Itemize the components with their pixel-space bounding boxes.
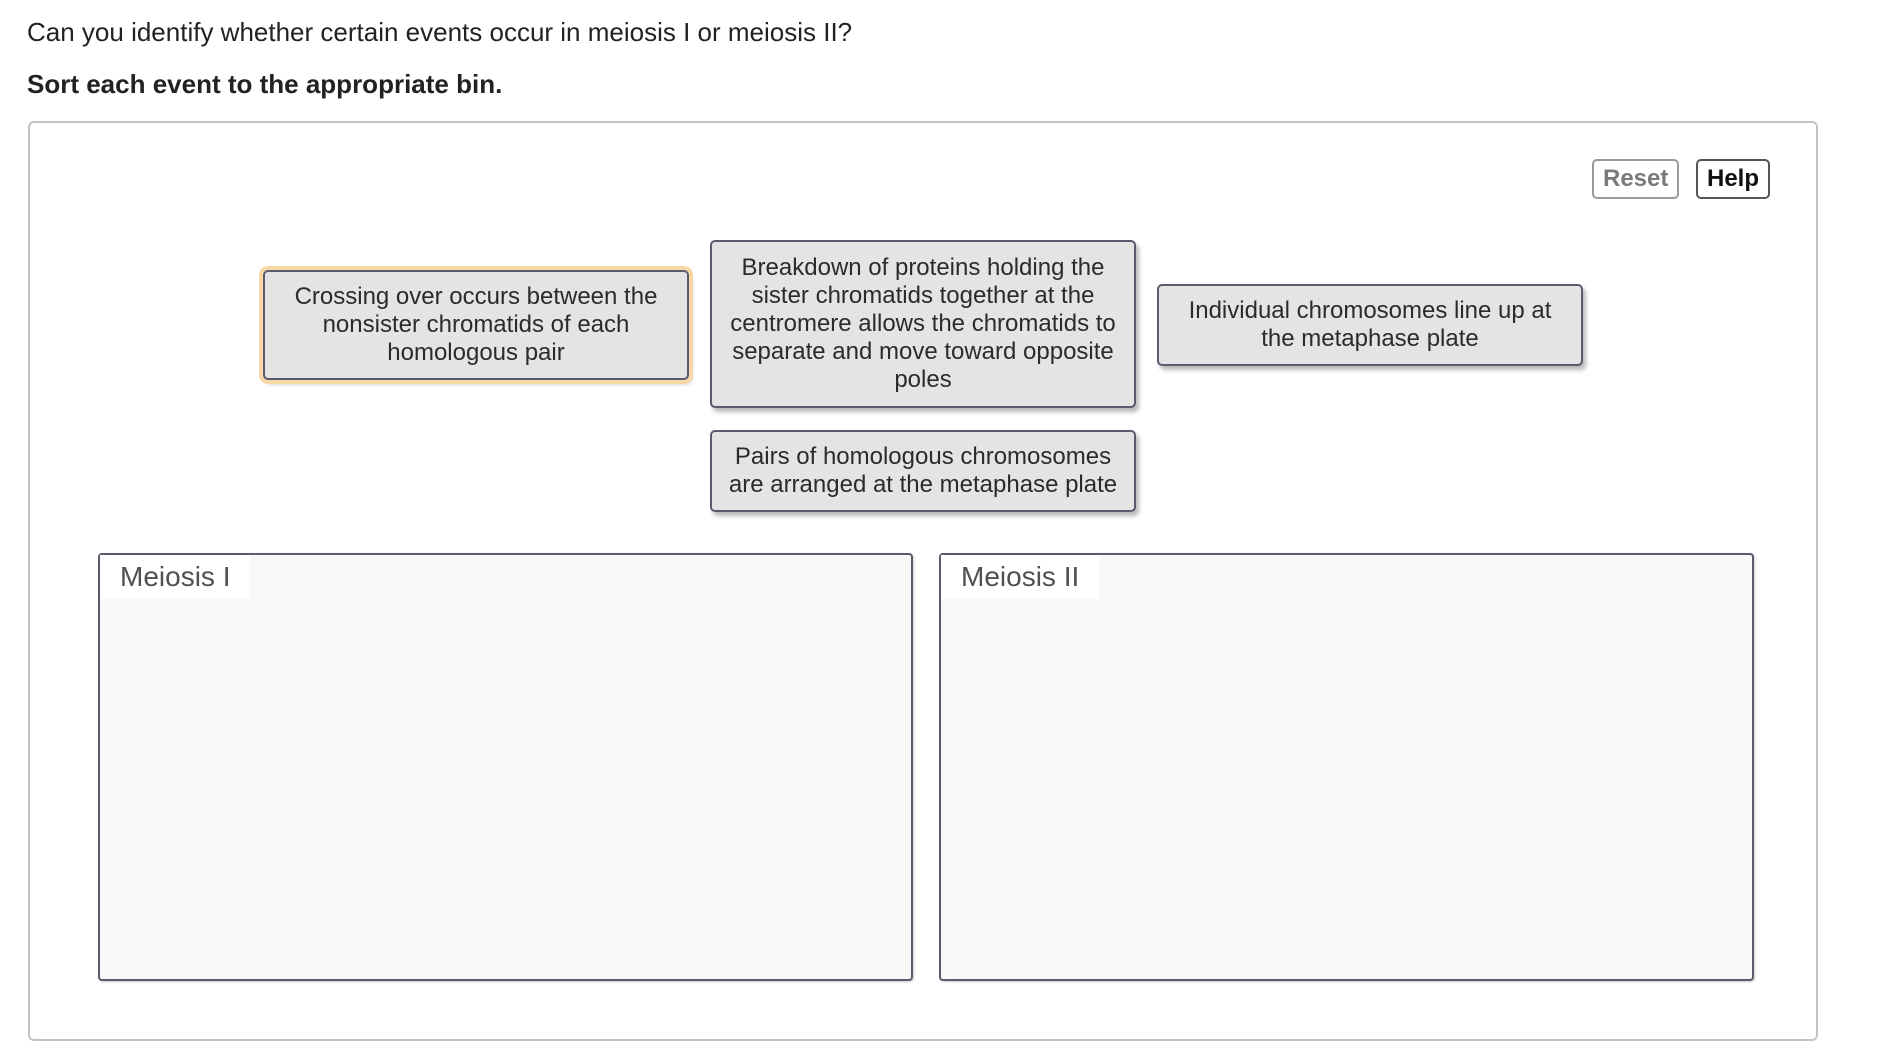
- bin-label: Meiosis II: [941, 555, 1099, 599]
- draggable-event-tile[interactable]: [710, 430, 1136, 512]
- sorting-panel: [28, 121, 1818, 1041]
- reset-button[interactable]: Reset: [1592, 159, 1679, 199]
- bin-meiosis-ii[interactable]: [939, 553, 1754, 981]
- tile-label: Individual chromosomes line up at the metaphase plate: [1188, 297, 1552, 352]
- bin-meiosis-i[interactable]: [98, 553, 913, 981]
- tile-label: Crossing over occurs between the nonsister chromatids of each homologous pair: [294, 283, 658, 366]
- instruction-text: Sort each event to the appropriate bin.: [27, 69, 503, 99]
- draggable-event-tile[interactable]: [263, 270, 689, 380]
- question-text: Can you identify whether certain events occur in meiosis I or meiosis II?: [27, 17, 853, 47]
- draggable-event-tile[interactable]: [1157, 284, 1583, 366]
- help-button[interactable]: Help: [1696, 159, 1770, 199]
- tile-label: Breakdown of proteins holding the sister chromatids together at the centromere allows the chromatids to separate and move toward opposite poles: [730, 254, 1116, 393]
- draggable-event-tile[interactable]: [710, 240, 1136, 408]
- bin-label: Meiosis I: [100, 555, 250, 599]
- tile-label: Pairs of homologous chromosomes are arranged at the metaphase plate: [728, 443, 1118, 498]
